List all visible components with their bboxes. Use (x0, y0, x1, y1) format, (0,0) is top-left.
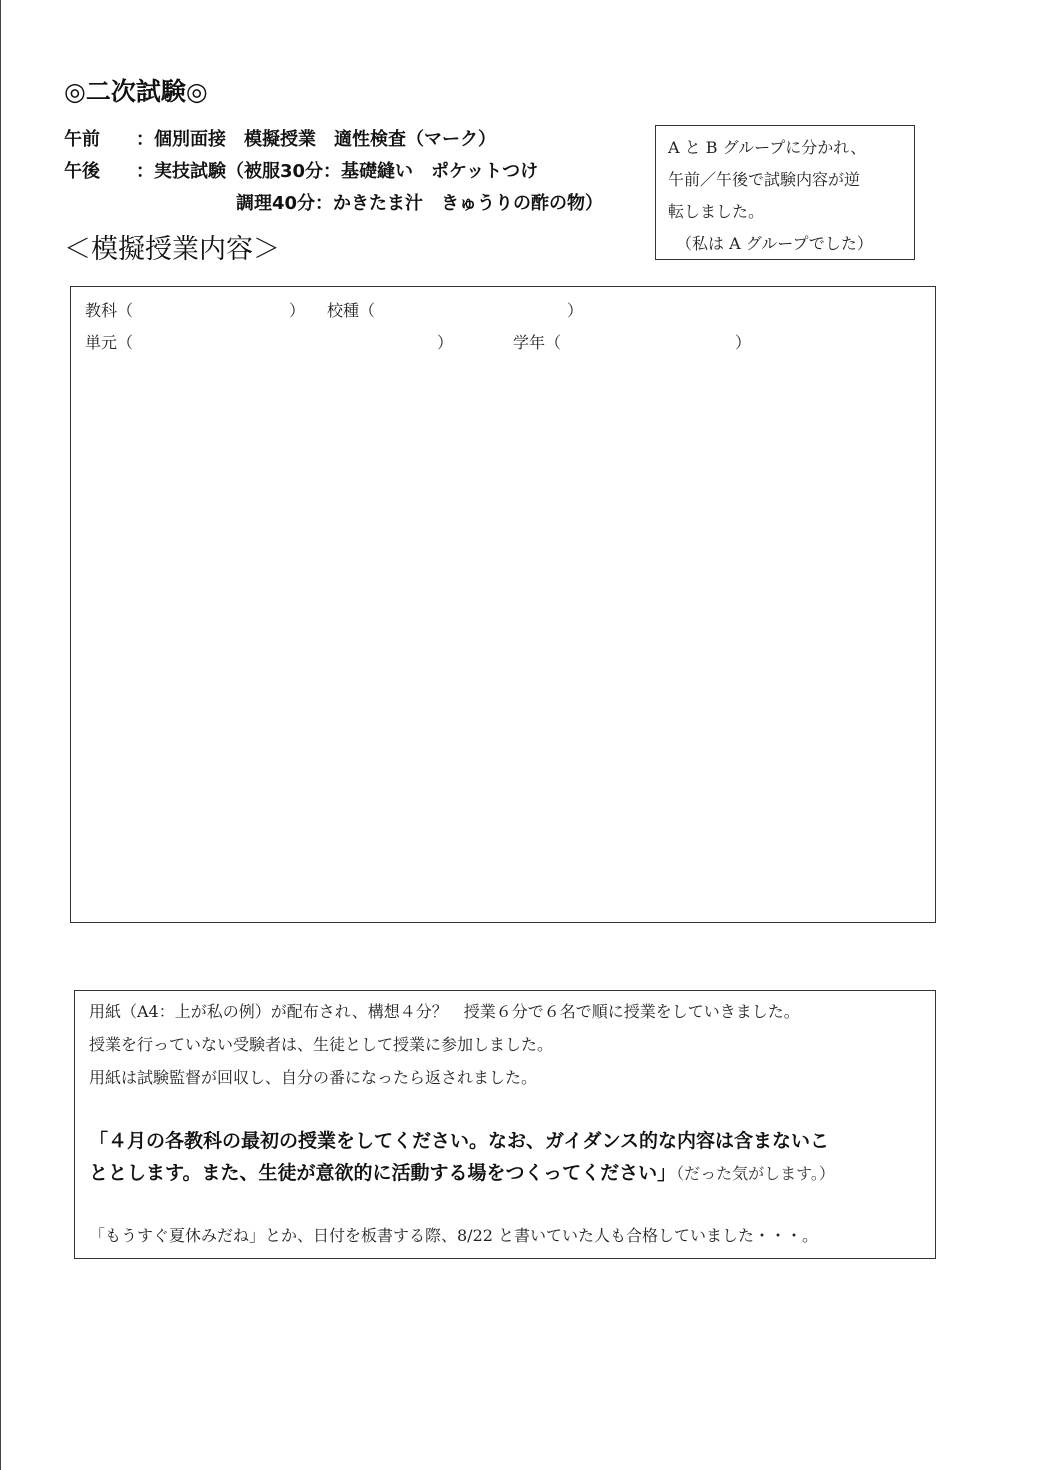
school-type-label: 校種（ (327, 301, 376, 320)
subject-label: 教科（ (85, 301, 134, 320)
info-line: 用紙は試験監督が回収し、自分の番になったら返されました。 (89, 1068, 538, 1087)
afternoon-text: ：実技試験（被服30分：基礎縫い ポケットつけ (136, 161, 539, 182)
school-type-close: ） (567, 301, 584, 320)
info-line: 用紙（A4：上が私の例）が配布され、構想４分？ 授業６分で６名で順に授業をしていきました。 (89, 1002, 800, 1021)
grade-label: 学年（ (513, 333, 562, 352)
group-note-line: 午前／午後で試験内容が逆 (668, 170, 861, 189)
section-title: ＜模擬授業内容＞ (64, 234, 280, 265)
info-last-line: 「もうすぐ夏休みだね」とか、日付を板書する際、8/22 と書いていた人も合格していました・・・。 (89, 1226, 819, 1245)
morning-text: ：個別面接 模擬授業 適性検査（マーク） (136, 129, 496, 150)
group-note-line: 転しました。 (668, 202, 765, 221)
lesson-form-box (70, 286, 936, 923)
unit-close: ） (437, 333, 454, 352)
group-note-box (655, 125, 915, 260)
info-line: 授業を行っていない受験者は、生徒として授業に参加しました。 (89, 1035, 554, 1054)
exam-prompt-line: 「４月の各教科の最初の授業をしてください。なお、ガイダンス的な内容は含まないこ (89, 1130, 830, 1152)
exam-prompt-note: （だった気がします。） (676, 1164, 835, 1183)
subject-close: ） (289, 301, 306, 320)
morning-label: 午前 (64, 129, 100, 150)
group-note-line: A と B グループに分かれ、 (668, 138, 867, 157)
afternoon-label: 午後 (64, 161, 100, 182)
page-heading: ◎二次試験◎ (64, 77, 208, 106)
page-left-edge (0, 0, 1, 1470)
exam-prompt-text: ととします。また、生徒が意欲的に活動する場をつくってください」 (89, 1162, 677, 1184)
exam-prompt-line-2 (89, 1158, 835, 1189)
unit-label: 単元（ (85, 333, 134, 352)
exam-info-box (74, 990, 936, 1259)
grade-close: ） (735, 333, 752, 352)
group-note-line: （私は A グループでした） (676, 234, 873, 253)
afternoon-text-continued: 調理40分：かきたま汁 きゅうりの酢の物） (236, 193, 604, 214)
